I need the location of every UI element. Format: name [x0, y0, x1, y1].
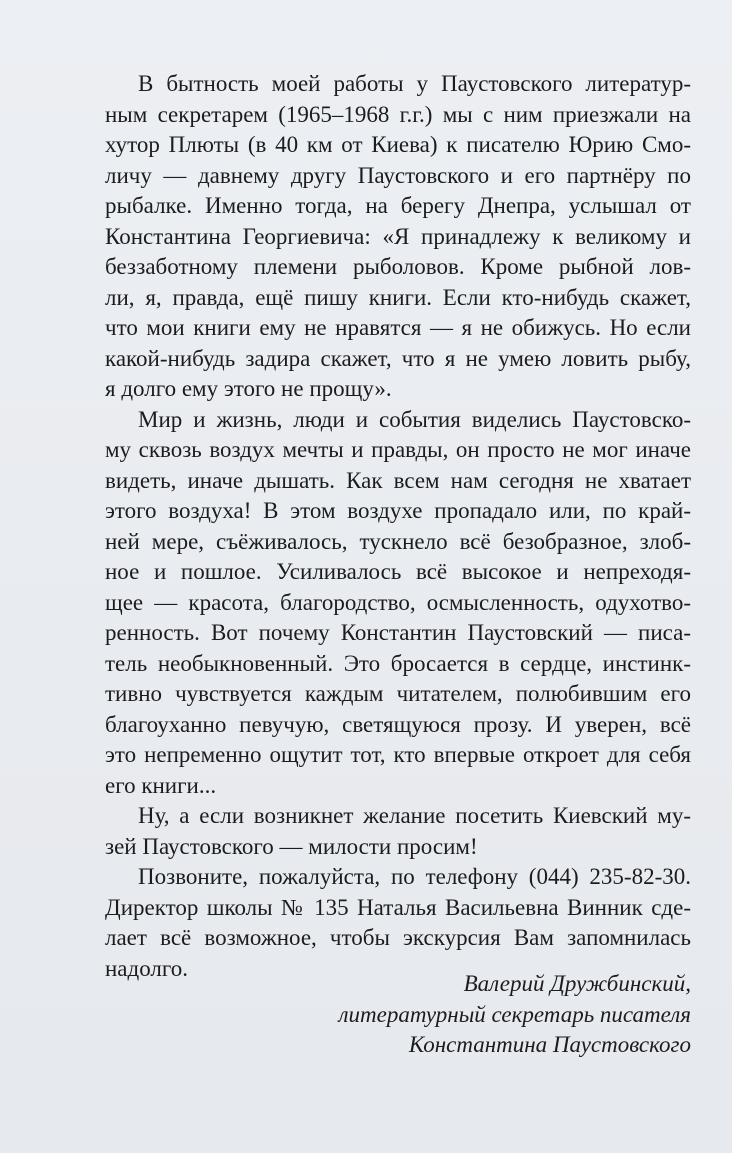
- text-line: Позвоните, пожалуйста, по телефону (044) 235-82-30.: [138, 864, 691, 889]
- text-line: щее — красота, благородство, осмысленность, одухотво-: [105, 589, 691, 615]
- signature-role: литературный секретарь писателя: [338, 1001, 691, 1027]
- text-line: что мои книги ему не нравятся — я не обижусь. Но если: [105, 315, 691, 340]
- text-line: ренность. Вот почему Константин Паустовский — писа-: [105, 620, 691, 645]
- paragraph: [105, 69, 691, 405]
- signature: [339, 969, 692, 1061]
- text-line: хутор Плюты (в 40 км от Киева) к писателю Юрию Смо-: [105, 132, 691, 157]
- paragraph: [105, 405, 691, 802]
- paragraph: [105, 862, 691, 984]
- text-line: рыбалке. Именно тогда, на берегу Днепра, услышал от: [105, 193, 691, 218]
- text-line: Директор школы № 135 Наталья Васильевна Винник сде-: [105, 894, 691, 920]
- paragraph: [105, 801, 691, 862]
- text-line: Мир и жизнь, люди и события виделись Паустовско-: [138, 406, 691, 432]
- text-line: видеть, иначе дышать. Как всем нам сегодня не хватает: [105, 467, 691, 493]
- text-line: лает всё возможное, чтобы экскурсия Вам запомнилась: [105, 925, 691, 950]
- text-line: зей Паустовского — милости просим!: [105, 833, 478, 859]
- body-text: [105, 69, 691, 984]
- text-line: этого воздуха! В этом воздухе пропадало или, по край-: [105, 498, 691, 523]
- text-line: какой-нибудь задира скажет, что я не умею ловить рыбу,: [105, 345, 691, 371]
- text-line: я долго ему этого не прощу».: [105, 376, 392, 401]
- text-line: это непременно ощутит тот, кто впервые откроет для себя: [105, 742, 691, 767]
- text-line: ное и пошлое. Усиливалось всё высокое и непреходя-: [105, 559, 691, 584]
- text-line: Константина Георгиевича: «Я принадлежу к великому и: [105, 223, 691, 249]
- text-line: Ну, а если возникнет желание посетить Киевский му-: [138, 803, 691, 828]
- text-line: ней мере, съёживалось, тускнело всё безобразное, злоб-: [105, 528, 691, 554]
- text-line: благоуханно певучую, светящуюся прозу. И уверен, всё: [105, 711, 691, 737]
- text-line: му сквозь воздух мечты и правды, он просто не мог иначе: [105, 437, 691, 462]
- text-line: ным секретарем (1965–1968 г.г.) мы с ним приезжали на: [105, 101, 691, 127]
- signature-name: Валерий Дружбинский,: [463, 971, 691, 996]
- text-line: тель необыкновенный. Это бросается в сердце, инстинк-: [105, 650, 691, 676]
- text-line: тивно чувствуется каждым читателем, полюбившим его: [105, 681, 691, 706]
- text-line: надолго.: [105, 955, 189, 981]
- text-line: ли, я, правда, ещё пишу книги. Если кто-нибудь скажет,: [105, 284, 691, 310]
- text-line: В бытность моей работы у Паустовского литератур-: [138, 71, 691, 96]
- signature-of: Константина Паустовского: [408, 1032, 691, 1057]
- text-line: беззаботному племени рыболовов. Кроме рыбной лов-: [105, 254, 691, 279]
- text-line: личу — давнему другу Паустовского и его партнёру по: [105, 162, 691, 188]
- text-line: его книги...: [105, 772, 217, 798]
